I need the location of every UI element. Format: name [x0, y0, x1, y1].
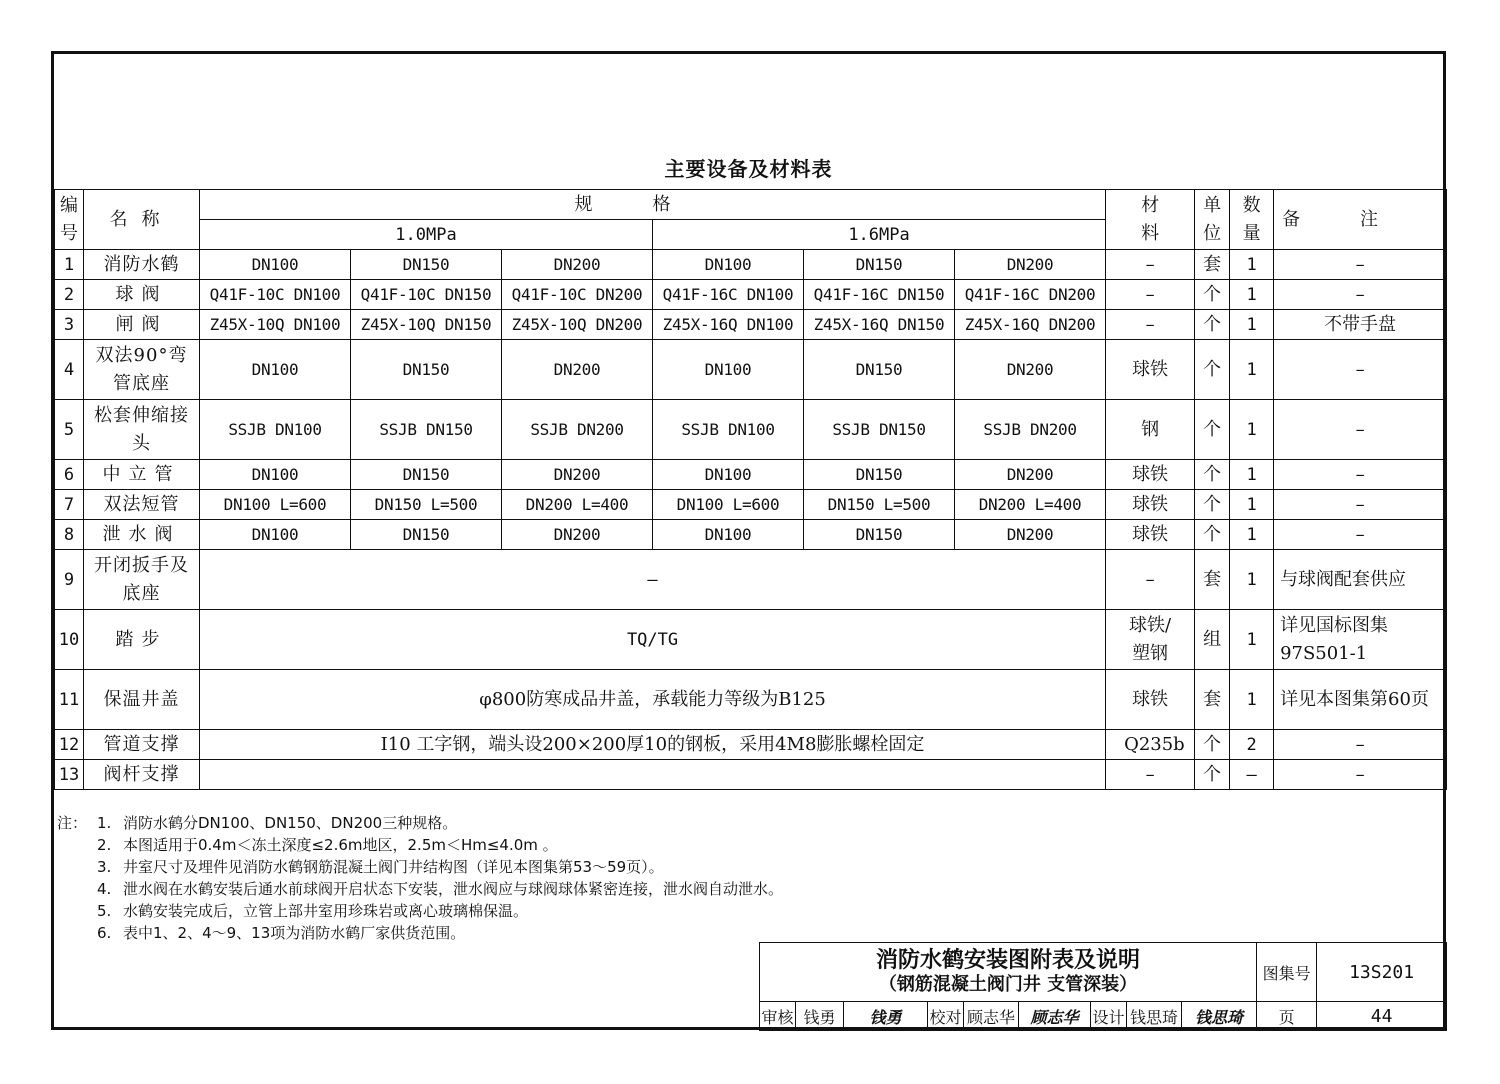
row-spec-merged: TQ/TG — [200, 610, 1106, 670]
row-spec: DN200 L=400 — [502, 490, 653, 520]
title-block-heading — [760, 943, 1257, 1002]
row-spec: DN200 — [502, 520, 653, 550]
row-qty: 1 — [1230, 520, 1274, 550]
drawing-subtitle: （钢筋混凝土阀门井 支管深装） — [878, 974, 1138, 995]
row-spec: Q41F-10C DN200 — [502, 280, 653, 310]
row-name: 球阀 — [84, 280, 200, 310]
row-spec: DN100 — [200, 520, 351, 550]
row-spec: Q41F-16C DN100 — [653, 280, 804, 310]
row-material: – — [1106, 280, 1195, 310]
note-item: 本图适用于0.4m＜冻土深度≤2.6m地区，2.5m＜Hm≤4.0m 。 — [123, 836, 558, 854]
atlas-number: 13S201 — [1317, 943, 1447, 1002]
row-spec: DN150 — [804, 520, 955, 550]
row-qty: 1 — [1230, 490, 1274, 520]
table-row — [55, 760, 1447, 790]
row-spec: DN200 — [955, 460, 1106, 490]
note-item: 表中1、2、4～9、13项为消防水鹤厂家供货范围。 — [123, 924, 466, 942]
row-material: – — [1106, 550, 1195, 610]
row-name: 闸阀 — [84, 310, 200, 340]
note-item: 井室尺寸及埋件见消防水鹤钢筋混凝土阀门井结构图（详见本图集第53～59页）。 — [123, 858, 664, 876]
row-unit: 个 — [1195, 460, 1230, 490]
note-item: 泄水阀在水鹤安装后通水前球阀开启状态下安装，泄水阀应与球阀球体紧密连接，泄水阀自动泄水。 — [123, 880, 784, 898]
row-number: 10 — [55, 610, 84, 670]
header-name: 名称 — [84, 190, 200, 250]
row-remark: – — [1274, 490, 1447, 520]
row-spec: DN150 — [804, 250, 955, 280]
table-row — [55, 610, 1447, 670]
notes-label: 注： — [57, 814, 88, 832]
row-spec: SSJB DN100 — [653, 400, 804, 460]
row-unit: 套 — [1195, 550, 1230, 610]
row-spec: DN150 — [351, 460, 502, 490]
row-spec: Z45X-16Q DN150 — [804, 310, 955, 340]
row-spec: DN100 L=600 — [653, 490, 804, 520]
header-pressure-1: 1.0MPa — [200, 220, 653, 250]
table-row — [55, 250, 1447, 280]
row-material: Q235b — [1106, 730, 1195, 760]
row-remark: – — [1274, 250, 1447, 280]
table-row — [55, 490, 1447, 520]
row-unit: 个 — [1195, 730, 1230, 760]
row-remark: 详见国标图集97S501-1 — [1274, 610, 1447, 670]
row-name: 中立管 — [84, 460, 200, 490]
checker-signature: 顾志华 — [1019, 1002, 1091, 1031]
row-remark: – — [1274, 760, 1447, 790]
header-no: 编号 — [55, 190, 84, 250]
title-block — [759, 942, 1447, 1031]
row-spec: DN200 — [955, 520, 1106, 550]
row-qty: 1 — [1230, 610, 1274, 670]
row-spec: Q41F-10C DN100 — [200, 280, 351, 310]
row-unit: 个 — [1195, 280, 1230, 310]
row-spec: SSJB DN200 — [502, 400, 653, 460]
materials-table — [54, 189, 1447, 790]
row-spec: DN200 — [955, 340, 1106, 400]
header-qty: 数量 — [1230, 190, 1274, 250]
table-row — [55, 550, 1447, 610]
note-number: 1. — [97, 814, 112, 832]
row-material: 球铁 — [1106, 340, 1195, 400]
row-spec: SSJB DN150 — [804, 400, 955, 460]
row-name: 双法短管 — [84, 490, 200, 520]
row-number: 2 — [55, 280, 84, 310]
checker-name: 顾志华 — [964, 1002, 1019, 1031]
row-name: 消防水鹤 — [84, 250, 200, 280]
row-remark: – — [1274, 400, 1447, 460]
row-material: – — [1106, 310, 1195, 340]
row-spec: Q41F-10C DN150 — [351, 280, 502, 310]
row-spec: DN100 — [200, 340, 351, 400]
row-qty: 1 — [1230, 340, 1274, 400]
row-material: 球铁 — [1106, 490, 1195, 520]
row-number: 3 — [55, 310, 84, 340]
row-qty: 1 — [1230, 550, 1274, 610]
row-spec: SSJB DN150 — [351, 400, 502, 460]
header-pressure-2: 1.6MPa — [653, 220, 1106, 250]
row-spec: Z45X-16Q DN200 — [955, 310, 1106, 340]
row-spec: DN150 — [351, 520, 502, 550]
row-qty: 1 — [1230, 400, 1274, 460]
row-spec: DN150 L=500 — [804, 490, 955, 520]
row-material: – — [1106, 760, 1195, 790]
row-spec: Z45X-10Q DN150 — [351, 310, 502, 340]
note-number: 6. — [97, 924, 112, 942]
row-name: 松套伸缩接头 — [84, 400, 200, 460]
header-material: 材料 — [1106, 190, 1195, 250]
note-item: 水鹤安装完成后，立管上部井室用珍珠岩或离心玻璃棉保温。 — [123, 902, 529, 920]
table-row — [55, 670, 1447, 730]
row-qty: 1 — [1230, 460, 1274, 490]
row-number: 6 — [55, 460, 84, 490]
row-name: 管道支撑 — [84, 730, 200, 760]
drawing-title: 消防水鹤安装图附表及说明 — [876, 948, 1141, 973]
table-title: 主要设备及材料表 — [664, 157, 833, 181]
header-remark: 备注 — [1274, 190, 1447, 250]
row-remark: – — [1274, 280, 1447, 310]
row-unit: 个 — [1195, 400, 1230, 460]
row-remark: – — [1274, 460, 1447, 490]
reviewer-name: 钱勇 — [796, 1002, 844, 1031]
table-row — [55, 400, 1447, 460]
row-number: 13 — [55, 760, 84, 790]
row-material: 钢 — [1106, 400, 1195, 460]
row-number: 12 — [55, 730, 84, 760]
header-spec: 规格 — [200, 190, 1106, 220]
row-unit: 个 — [1195, 520, 1230, 550]
note-number: 4. — [97, 880, 112, 898]
row-spec: DN100 — [653, 520, 804, 550]
row-number: 7 — [55, 490, 84, 520]
row-material: 球铁/塑钢 — [1106, 610, 1195, 670]
row-spec: DN200 — [502, 340, 653, 400]
row-spec: SSJB DN100 — [200, 400, 351, 460]
page-label: 页 — [1257, 1002, 1317, 1031]
row-spec: DN100 — [653, 340, 804, 400]
row-spec: DN100 L=600 — [200, 490, 351, 520]
row-unit: 个 — [1195, 490, 1230, 520]
row-remark: – — [1274, 730, 1447, 760]
row-spec: DN150 — [351, 250, 502, 280]
row-spec: DN200 — [502, 250, 653, 280]
table-row — [55, 280, 1447, 310]
row-qty: 1 — [1230, 250, 1274, 280]
row-name: 阀杆支撑 — [84, 760, 200, 790]
designer-signature: 钱思琦 — [1182, 1002, 1257, 1031]
row-spec: DN100 — [200, 250, 351, 280]
row-unit: 套 — [1195, 670, 1230, 730]
row-spec: DN150 L=500 — [351, 490, 502, 520]
row-unit: 组 — [1195, 610, 1230, 670]
row-spec: Q41F-16C DN150 — [804, 280, 955, 310]
row-spec: Z45X-10Q DN100 — [200, 310, 351, 340]
row-remark: – — [1274, 520, 1447, 550]
row-spec: Z45X-10Q DN200 — [502, 310, 653, 340]
row-name: 泄水阀 — [84, 520, 200, 550]
row-spec: DN200 L=400 — [955, 490, 1106, 520]
row-spec: DN200 — [955, 250, 1106, 280]
row-remark: 与球阀配套供应 — [1274, 550, 1447, 610]
review-label: 审核 — [760, 1002, 796, 1031]
row-spec: DN150 — [804, 340, 955, 400]
row-spec: DN150 — [804, 460, 955, 490]
note-number: 5. — [97, 902, 112, 920]
table-row — [55, 520, 1447, 550]
row-spec-merged: – — [200, 550, 1106, 610]
row-number: 11 — [55, 670, 84, 730]
row-number: 8 — [55, 520, 84, 550]
row-unit: 个 — [1195, 340, 1230, 400]
row-remark: 不带手盘 — [1274, 310, 1447, 340]
row-name: 开闭扳手及底座 — [84, 550, 200, 610]
row-material: – — [1106, 250, 1195, 280]
table-row — [55, 460, 1447, 490]
row-spec-merged — [200, 760, 1106, 790]
row-unit: 个 — [1195, 760, 1230, 790]
note-number: 2. — [97, 836, 112, 854]
row-spec-merged: I10 工字钢，端头设200×200厚10的钢板，采用4M8膨胀螺栓固定 — [200, 730, 1106, 760]
row-qty: – — [1230, 760, 1274, 790]
row-material: 球铁 — [1106, 670, 1195, 730]
reviewer-signature: 钱勇 — [844, 1002, 928, 1031]
row-qty: 2 — [1230, 730, 1274, 760]
note-number: 3. — [97, 858, 112, 876]
row-material: 球铁 — [1106, 460, 1195, 490]
row-spec: DN100 — [653, 460, 804, 490]
row-number: 9 — [55, 550, 84, 610]
table-row — [55, 730, 1447, 760]
row-qty: 1 — [1230, 310, 1274, 340]
row-spec: SSJB DN200 — [955, 400, 1106, 460]
header-unit: 单位 — [1195, 190, 1230, 250]
row-spec: DN200 — [502, 460, 653, 490]
row-spec: DN150 — [351, 340, 502, 400]
row-spec: Q41F-16C DN200 — [955, 280, 1106, 310]
row-spec: DN100 — [200, 460, 351, 490]
designer-name: 钱思琦 — [1127, 1002, 1182, 1031]
note-item: 消防水鹤分DN100、DN150、DN200三种规格。 — [123, 814, 458, 832]
row-unit: 套 — [1195, 250, 1230, 280]
atlas-label: 图集号 — [1257, 943, 1317, 1002]
table-row — [55, 310, 1447, 340]
row-number: 4 — [55, 340, 84, 400]
row-spec-merged: φ800防寒成品井盖，承载能力等级为B125 — [200, 670, 1106, 730]
row-spec: Z45X-16Q DN100 — [653, 310, 804, 340]
row-number: 5 — [55, 400, 84, 460]
table-row — [55, 340, 1447, 400]
page-number: 44 — [1317, 1002, 1447, 1031]
row-name: 保温井盖 — [84, 670, 200, 730]
row-unit: 个 — [1195, 310, 1230, 340]
row-number: 1 — [55, 250, 84, 280]
row-name: 双法90°弯管底座 — [84, 340, 200, 400]
row-remark: – — [1274, 340, 1447, 400]
notes — [57, 812, 783, 944]
row-spec: DN100 — [653, 250, 804, 280]
row-qty: 1 — [1230, 670, 1274, 730]
row-qty: 1 — [1230, 280, 1274, 310]
check-label: 校对 — [928, 1002, 964, 1031]
row-remark: 详见本图集第60页 — [1274, 670, 1447, 730]
row-material: 球铁 — [1106, 520, 1195, 550]
row-name: 踏步 — [84, 610, 200, 670]
design-label: 设计 — [1091, 1002, 1127, 1031]
